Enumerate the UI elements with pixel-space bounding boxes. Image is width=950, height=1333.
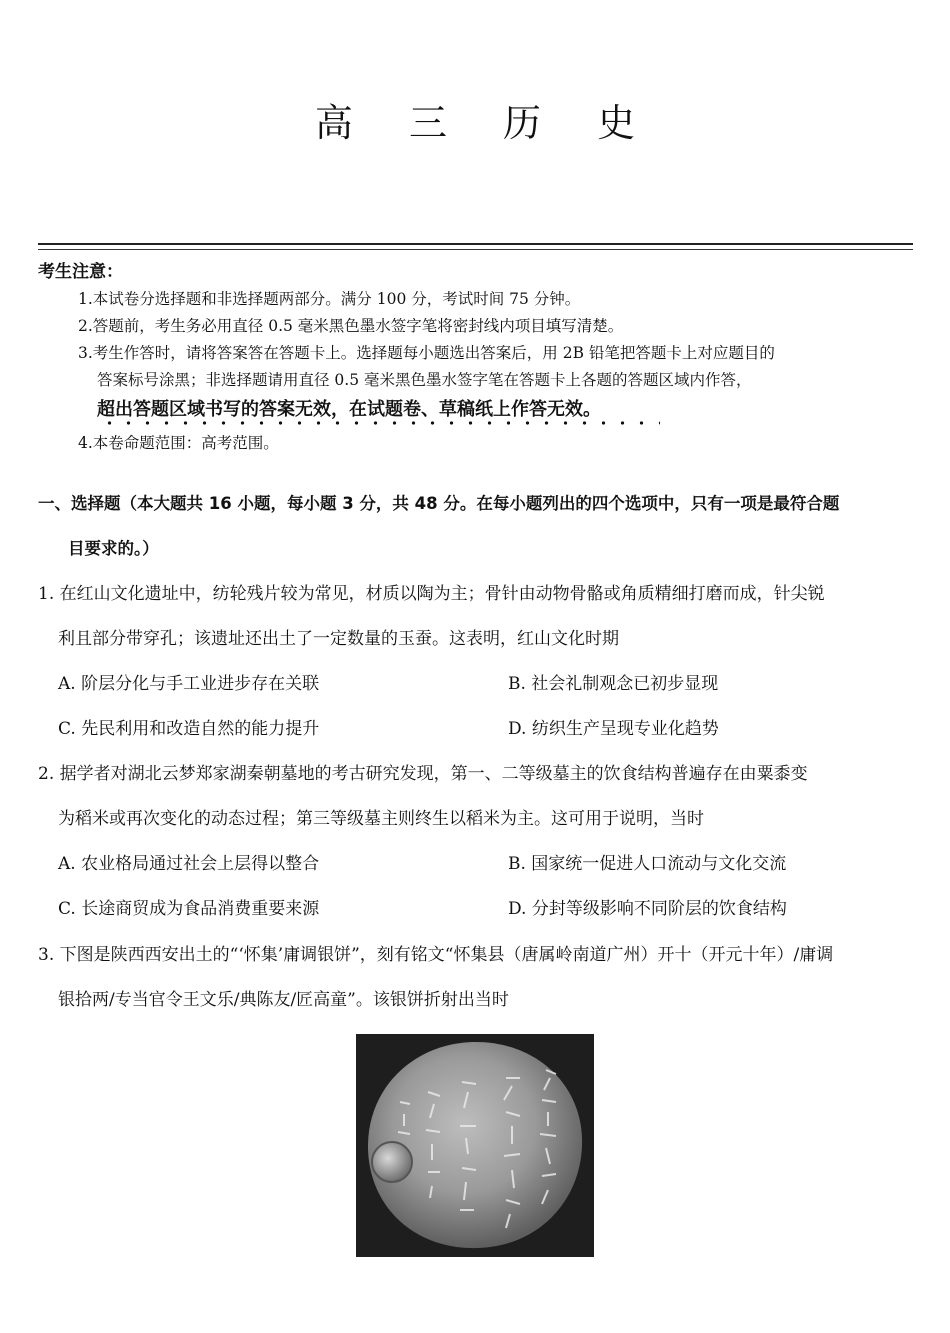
question-1-option-b: B. 社会礼制观念已初步显现	[508, 674, 719, 694]
question-3-stem-continued: 银拾两/专当官令王文乐/典陈友/匠高童”。该银饼折射出当时	[58, 990, 509, 1010]
emphasis-dots	[100, 421, 660, 425]
question-1-option-a: A. 阶层分化与手工业进步存在关联	[58, 674, 320, 694]
header-divider-thin	[38, 249, 913, 250]
question-2-option-b: B. 国家统一促进人口流动与文化交流	[508, 854, 787, 874]
notice-item-4: 4.本卷命题范围：高考范围。	[78, 434, 279, 452]
notice-item-3-continued: 答案标号涂黑；非选择题请用直径 0.5 毫米黑色墨水签字笔在答题卡上各题的答题区域内作答，	[97, 371, 752, 389]
question-3-stem: 3. 下图是陕西西安出土的“‘怀集’庸调银饼”，刻有铭文“怀集县（唐属岭南道广州）开十（开元十年）/庸调	[38, 945, 834, 965]
section-heading: 一、选择题（本大题共 16 小题，每小题 3 分，共 48 分。在每小题列出的四个选项中，只有一项是最符合题	[38, 494, 840, 513]
question-2-option-d: D. 分封等级影响不同阶层的饮食结构	[508, 899, 787, 919]
header-divider	[38, 243, 913, 245]
notice-item-3: 3.考生作答时，请将答案答在答题卡上。选择题每小题选出答案后，用 2B 铅笔把答题卡上对应题目的	[78, 344, 775, 362]
notice-heading: 考生注意：	[38, 262, 123, 282]
question-2-option-c: C. 长途商贸成为食品消费重要来源	[58, 899, 320, 919]
page-title: 高 三 历 史	[314, 101, 658, 145]
section-heading-continued: 目要求的。）	[68, 539, 159, 558]
notice-item-3-emphasis: 超出答题区域书写的答案无效，在试题卷、草稿纸上作答无效。	[97, 399, 601, 420]
question-2-stem: 2. 据学者对湖北云梦郑家湖秦朝墓地的考古研究发现，第一、二等级墓主的饮食结构普遍存在由粟黍变	[38, 764, 808, 784]
notice-item-2: 2.答题前，考生务必用直径 0.5 毫米黑色墨水签字笔将密封线内项目填写清楚。	[78, 317, 624, 335]
silver-cake-photo	[356, 1034, 594, 1257]
question-2-stem-continued: 为稻米或再次变化的动态过程；第三等级墓主则终生以稻米为主。这可用于说明，当时	[58, 809, 704, 829]
question-1-option-c: C. 先民利用和改造自然的能力提升	[58, 719, 320, 739]
notice-item-1: 1.本试卷分选择题和非选择题两部分。满分 100 分，考试时间 75 分钟。	[78, 290, 581, 308]
question-2-option-a: A. 农业格局通过社会上层得以整合	[58, 854, 320, 874]
question-1-stem: 1. 在红山文化遗址中，纺轮残片较为常见，材质以陶为主；骨针由动物骨骼或角质精细打磨而成，针尖锐	[38, 584, 825, 604]
question-1-stem-continued: 利且部分带穿孔；该遗址还出土了一定数量的玉蚕。这表明，红山文化时期	[58, 629, 619, 649]
question-1-option-d: D. 纺织生产呈现专业化趋势	[508, 719, 719, 739]
